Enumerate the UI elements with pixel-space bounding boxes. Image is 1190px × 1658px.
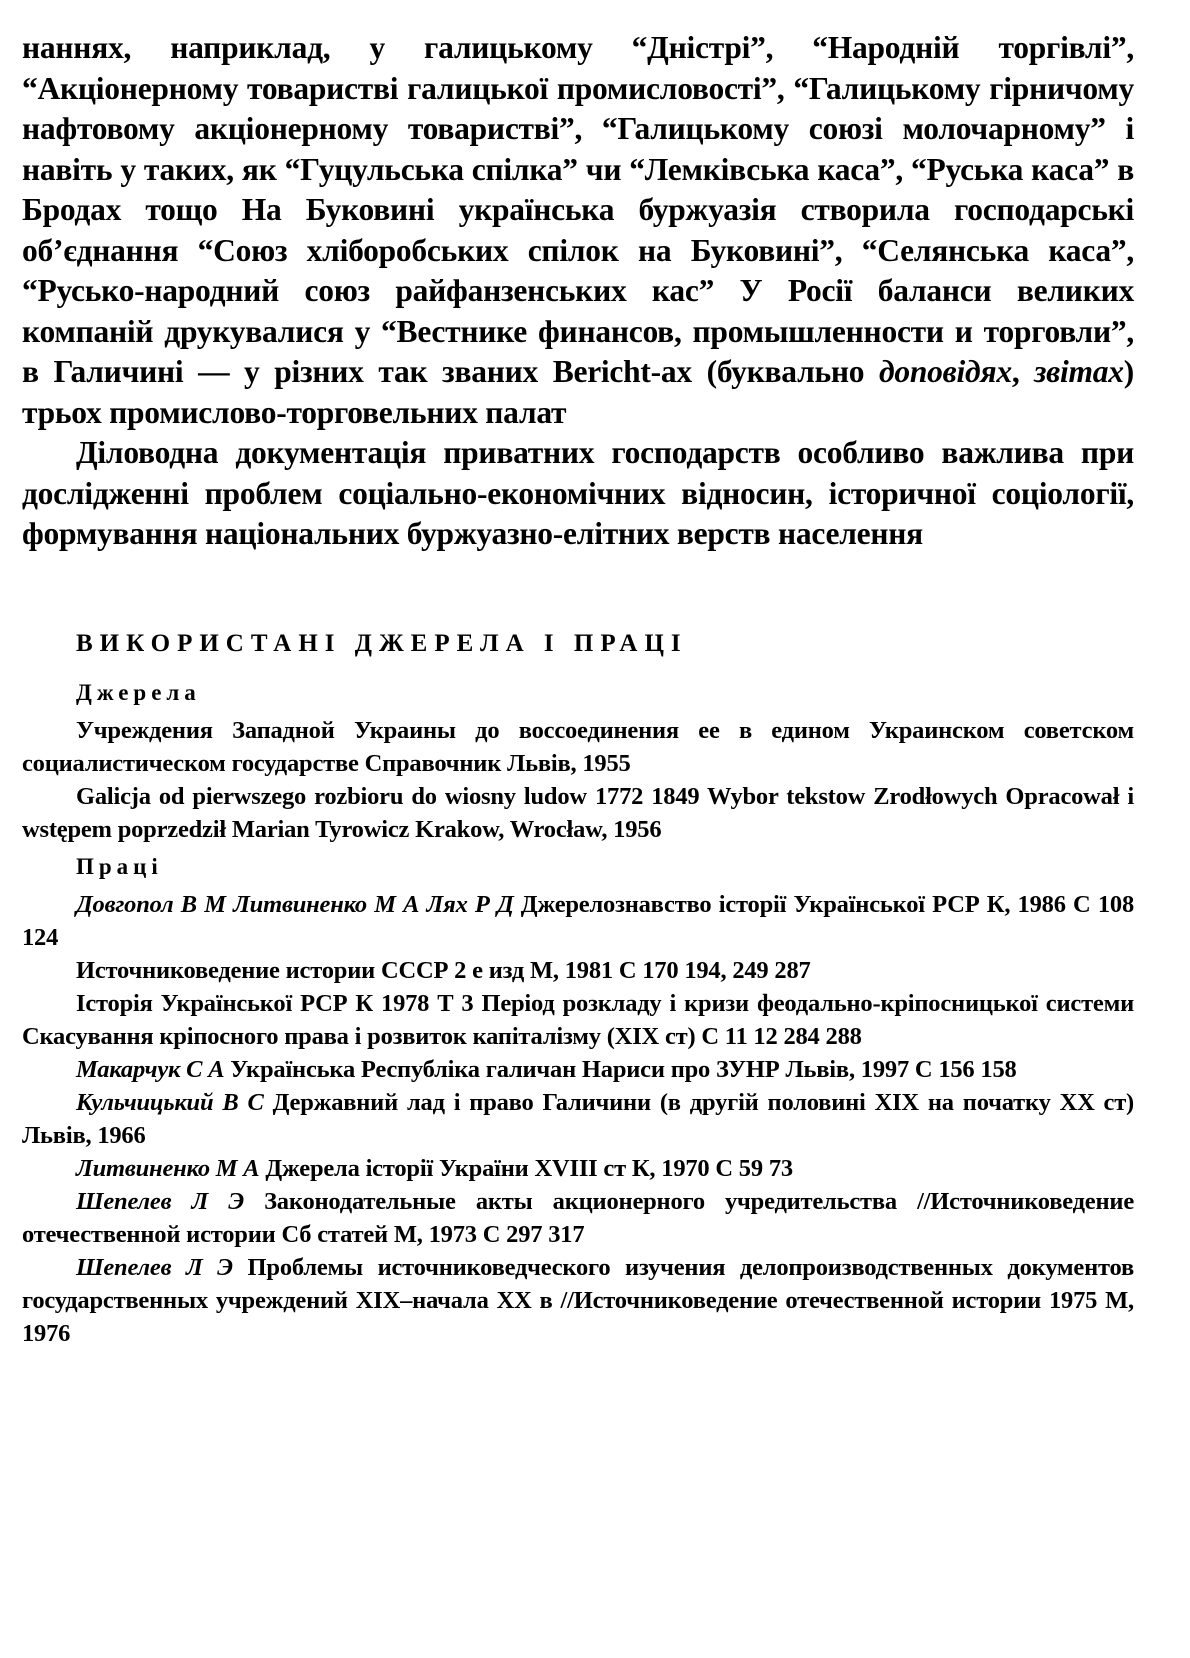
body-paragraph: Діловодна документація приватних господарств особливо важлива при дослідженні проблем соціально-економічних відносин, історичної соціології, формування національних буржуазно-елітних верств населення: [22, 435, 1134, 551]
reference-item: [22, 1053, 1134, 1086]
reference-author: Кульчицький В С: [76, 1088, 264, 1116]
italic-term: доповідях: [879, 354, 1012, 389]
reference-text: Источниковедение истории СССР 2 е изд М, 1981 С 170 194, 249 287: [76, 956, 811, 984]
body-paragraph: [22, 28, 1134, 433]
reference-item: [22, 888, 1134, 954]
reference-author: Макарчук С А: [76, 1055, 225, 1083]
italic-term: звітах: [1034, 354, 1124, 389]
reference-text: Законодательные акты акционерного учредительства //Источниковедение отечественной истории Сб статей М, 1973 С 297 317: [22, 1187, 1134, 1248]
reference-text: Джерелознавство історії Української РСР К, 1986 С 108 124: [22, 890, 1134, 951]
subheading-sources: Джерела: [76, 679, 201, 705]
reference-text: Джерела історії України XVIII ст К, 1970 С 59 73: [259, 1154, 793, 1182]
reference-item: [22, 1251, 1134, 1350]
page: [22, 28, 1134, 1350]
reference-author: Литвиненко М А: [76, 1154, 260, 1182]
reference-item: [22, 954, 1134, 987]
section-heading: ВИКОРИСТАНІ ДЖЕРЕЛА І ПРАЦІ: [76, 629, 688, 657]
reference-item: [22, 1152, 1134, 1185]
reference-item: [22, 987, 1134, 1053]
reference-item: Учреждения Западной Украины до воссоединения ее в едином Украинском советском социалистическом государстве Справочник Львів, 1955: [22, 716, 1134, 777]
reference-author: Шепелев Л Э: [76, 1187, 244, 1215]
reference-text: Проблемы источниковедческого изучения делопроизводственных документов государственных учреждений XIX–начала XX в //Источниковедение отечественной истории 1975 М, 1976: [22, 1253, 1134, 1347]
reference-text: Державний лад і право Галичини (в другій половині XIX на початку XX ст) Львів, 1966: [22, 1088, 1135, 1149]
paragraph-text: ) трьох промислово-торговельних палат: [22, 354, 1135, 430]
subheading-works: Праці: [76, 853, 163, 879]
sources-list: [22, 714, 1134, 846]
paragraph-text: наннях, наприклад, у галицькому “Дністрі”, “Народній торгівлі”, “Акціонерному товаристві галицької промисловості”, “Галицькому гірничому нафтовому акціонерному товаристві”, “Галицькому союзі молочарному” і навіть у таких, як “Гуцульська спілка” чи “Лемківська каса”, “Руська каса” в Бродах тощо На Буковині українська буржуазія створила господарські об’єднання “Союз хліборобських спілок на Буковині”, “Селянська каса”, “Русько-народний союз райфанзенських кас” У Росії баланси великих компаній друкувалися у “Вестнике финансов, промышленности и торговли”, в Галичині — у різних так званих Bericht-ах (буквально: [22, 30, 1134, 389]
reference-item: Galicja od pierwszego rozbioru do wiosny ludow 1772 1849 Wybor tekstow Zrodłowych Opracował i wstępem poprzedził Marian Tyrowicz Krakow, Wrocław, 1956: [22, 782, 1134, 843]
reference-item: [22, 1086, 1134, 1152]
paragraph-text: ,: [1011, 354, 1035, 389]
works-list: [22, 888, 1134, 1350]
reference-author: Шепелев Л Э: [76, 1253, 233, 1281]
reference-text: Українська Республіка галичан Нариси про ЗУНР Львів, 1997 С 156 158: [224, 1055, 1017, 1083]
reference-item: [22, 1185, 1134, 1251]
reference-author: Довгопол В М Литвиненко М А Лях Р Д: [76, 890, 514, 918]
reference-text: Історія Української РСР К 1978 Т 3 Період розкладу і кризи феодально-кріпосницької системи Скасування кріпосного права і розвиток капіталізму (XIX ст) С 11 12 284 288: [22, 989, 1134, 1050]
